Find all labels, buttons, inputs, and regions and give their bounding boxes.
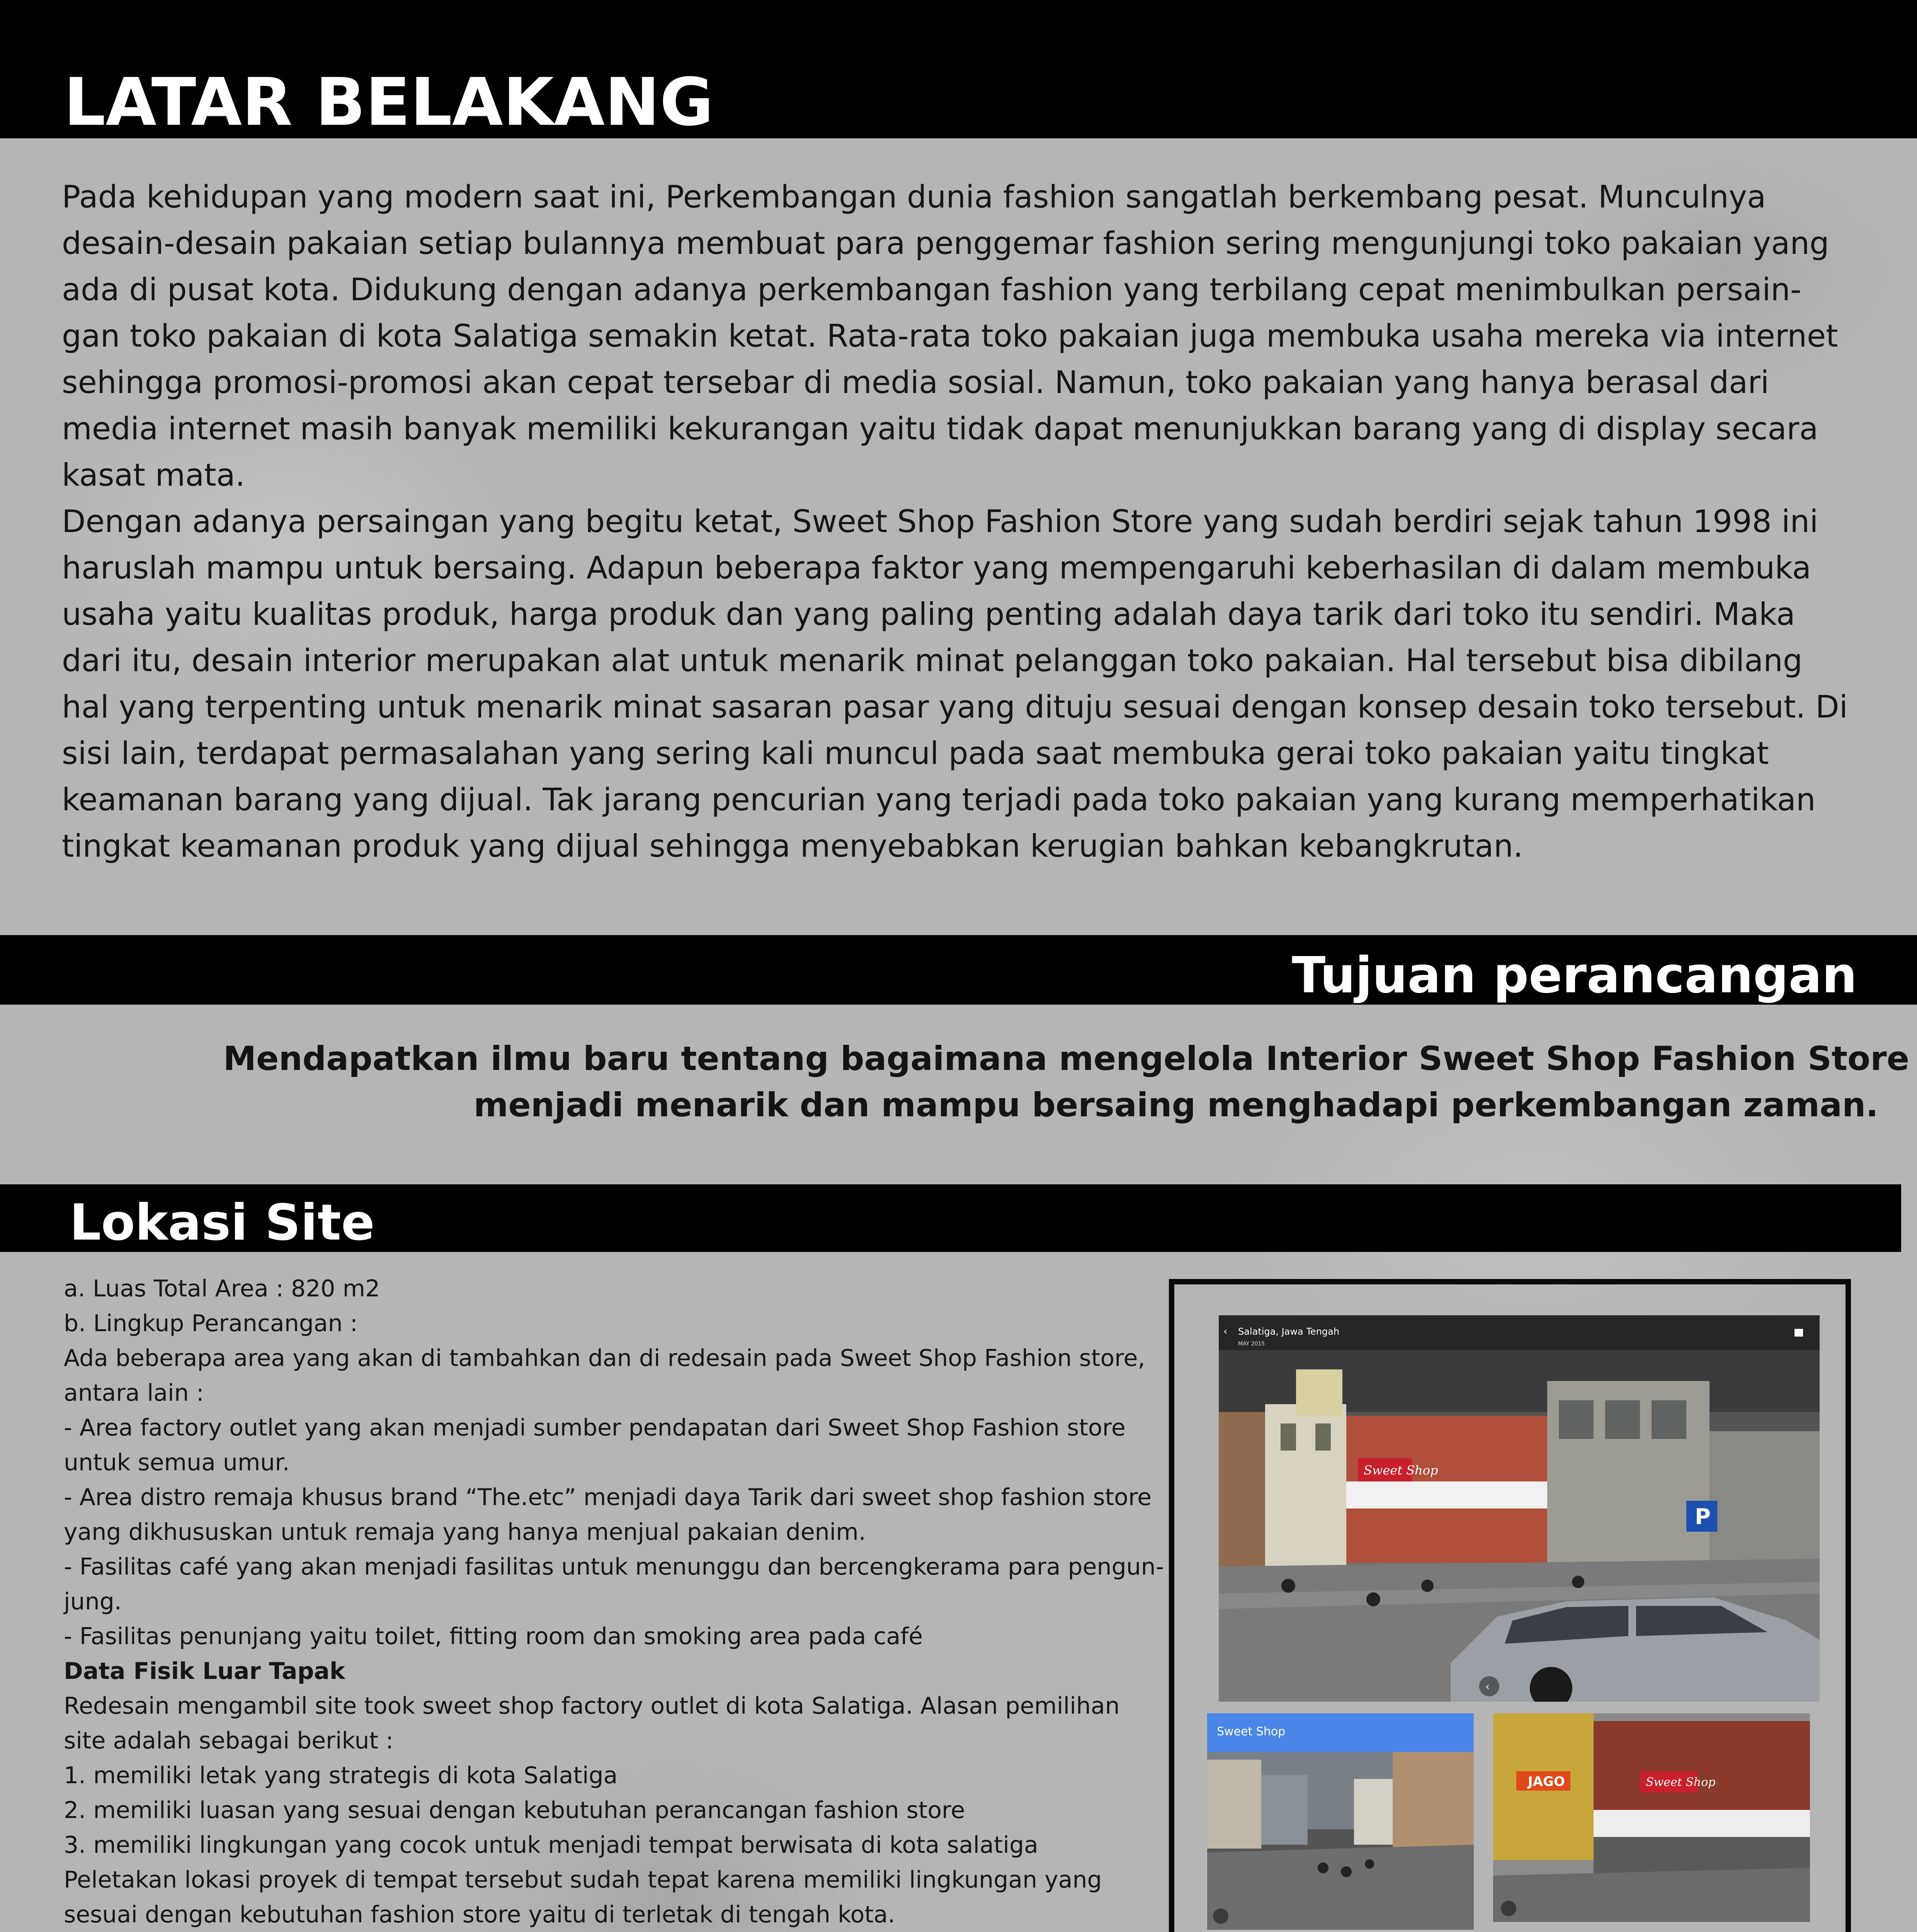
site-line: a. Luas Total Area : 820 m2 [64, 1275, 380, 1302]
map-card-photo [1207, 1713, 1474, 1930]
shopfront-photo [1493, 1713, 1810, 1922]
lokasi-heading: Lokasi Site [70, 1194, 375, 1252]
site-photo-frame [1169, 1279, 1851, 1932]
site-line: site adalah sebagai berikut : [64, 1727, 394, 1754]
site-line: 2. memiliki luasan yang sesuai dengan kebutuhan perancangan fashion store [64, 1797, 965, 1824]
site-line: 1. memiliki letak yang strategis di kota Salatiga [64, 1762, 618, 1789]
shopfront-illustration [1493, 1713, 1810, 1922]
street-view-photo [1219, 1315, 1820, 1702]
shopfront-sign: Sweet Shop [1646, 1776, 1716, 1789]
site-line: antara lain : [64, 1379, 204, 1406]
svg-text:‹: ‹ [1223, 1326, 1228, 1337]
site-line: b. Lingkup Perancangan : [64, 1310, 358, 1337]
tujuan-line-2: menjadi menarik dan mampu bersaing menghadapi perkembangan zaman. [473, 1086, 1878, 1124]
latar-paragraph-1: Pada kehidupan yang modern saat ini, Perkembangan dunia fashion sangatlah berkembang pesat. Munculnya desain-desain pakaian setiap bulannya membuat para penggemar fashion sering mengunjungi toko pakaian yang ada di pusat kota. Didukung dengan adanya perkembangan fashion yang terbilang cepat menimbulkan persain-gan toko pakaian di kota Salatiga semakin ketat. Rata-rata toko pakaian juga membuka usaha mereka via internet sehingga promosi-promosi akan cepat tersebar di media sosial. Namun, toko pakaian yang hanya berasal dari media internet masih banyak memiliki kekurangan yaitu tidak dapat menunjukkan barang yang di display secara kasat mata. [62, 179, 1838, 493]
street-view-illustration [1219, 1315, 1820, 1702]
site-line: Ada beberapa area yang akan di tambahkan dan di redesain pada Sweet Shop Fashion store, [64, 1345, 1145, 1372]
site-line: untuk semua umur. [64, 1449, 290, 1476]
map-card-header [1207, 1713, 1474, 1752]
site-line: - Fasilitas penunjang yaitu toilet, fitting room dan smoking area pada café [64, 1623, 923, 1650]
lokasi-body [64, 1271, 1184, 1932]
map-location-label: Salatiga, Jawa Tengah [1238, 1326, 1340, 1337]
site-line: sesuai dengan kebutuhan fashion store yaitu di terletak di tengah kota. [64, 1901, 895, 1928]
map-date-label: MAY 2015 [1238, 1341, 1265, 1347]
svg-text:‹: ‹ [1485, 1680, 1490, 1693]
site-line: - Fasilitas café yang akan menjadi fasilitas untuk menunggu dan bercengkerama para pengun- [64, 1553, 1164, 1580]
site-line: jung. [64, 1588, 122, 1615]
svg-text:P: P [1695, 1504, 1711, 1529]
shopfront-sign-2: JAGO [1528, 1774, 1565, 1789]
map-card-illustration [1207, 1752, 1474, 1930]
latar-paragraph-2: Dengan adanya persaingan yang begitu ketat, Sweet Shop Fashion Store yang sudah berdiri sejak tahun 1998 ini haruslah mampu untuk bersaing. Adapun beberapa faktor yang mempengaruhi keberhasilan di dalam membuka usaha yaitu kualitas produk, harga produk dan yang paling penting adalah daya tarik dari toko itu sendiri. Maka dari itu, desain interior merupakan alat untuk menarik minat pelanggan toko pakaian. Hal tersebut bisa dibilang hal yang terpenting untuk menarik minat sasaran pasar yang dituju sesuai dengan konsep desain toko tersebut. Di sisi lain, terdapat permasalahan yang sering kali muncul pada saat membuka gerai toko pakaian yaitu tingkat keamanan barang yang dijual. Tak jarang pencurian yang terjadi pada toko pakaian yang kurang memperhatikan tingkat keamanan produk yang dijual sehingga menyebabkan kerugian bahkan kebangkrutan. [62, 503, 1848, 864]
site-line: 3. memiliki lingkungan yang cocok untuk menjadi tempat berwisata di kota salatiga [64, 1832, 1038, 1859]
site-line: Redesain mengambil site took sweet shop factory outlet di kota Salatiga. Alasan pemilihan [64, 1692, 1120, 1719]
street-shop-sign: Sweet Shop [1364, 1463, 1438, 1478]
site-line: - Area distro remaja khusus brand “The.etc” menjadi daya Tarik dari sweet shop fashion store [64, 1484, 1152, 1511]
site-subheading: Data Fisik Luar Tapak [64, 1658, 345, 1685]
latar-heading: LATAR BELAKANG [64, 64, 714, 141]
tujuan-heading: Tujuan perancangan [1292, 947, 1857, 1004]
tujuan-line-1: Mendapatkan ilmu baru tentang bagaimana mengelola Interior Sweet Shop Fashion Store [223, 1039, 1909, 1078]
site-line: Peletakan lokasi proyek di tempat tersebut sudah tepat karena memiliki lingkungan yang [64, 1866, 1102, 1893]
site-line: yang dikhususkan untuk remaja yang hanya menjual pakaian denim. [64, 1519, 866, 1546]
map-card-title: Sweet Shop [1217, 1725, 1286, 1738]
latar-body [62, 174, 1855, 869]
site-line: - Area factory outlet yang akan menjadi sumber pendapatan dari Sweet Shop Fashion store [64, 1414, 1126, 1441]
